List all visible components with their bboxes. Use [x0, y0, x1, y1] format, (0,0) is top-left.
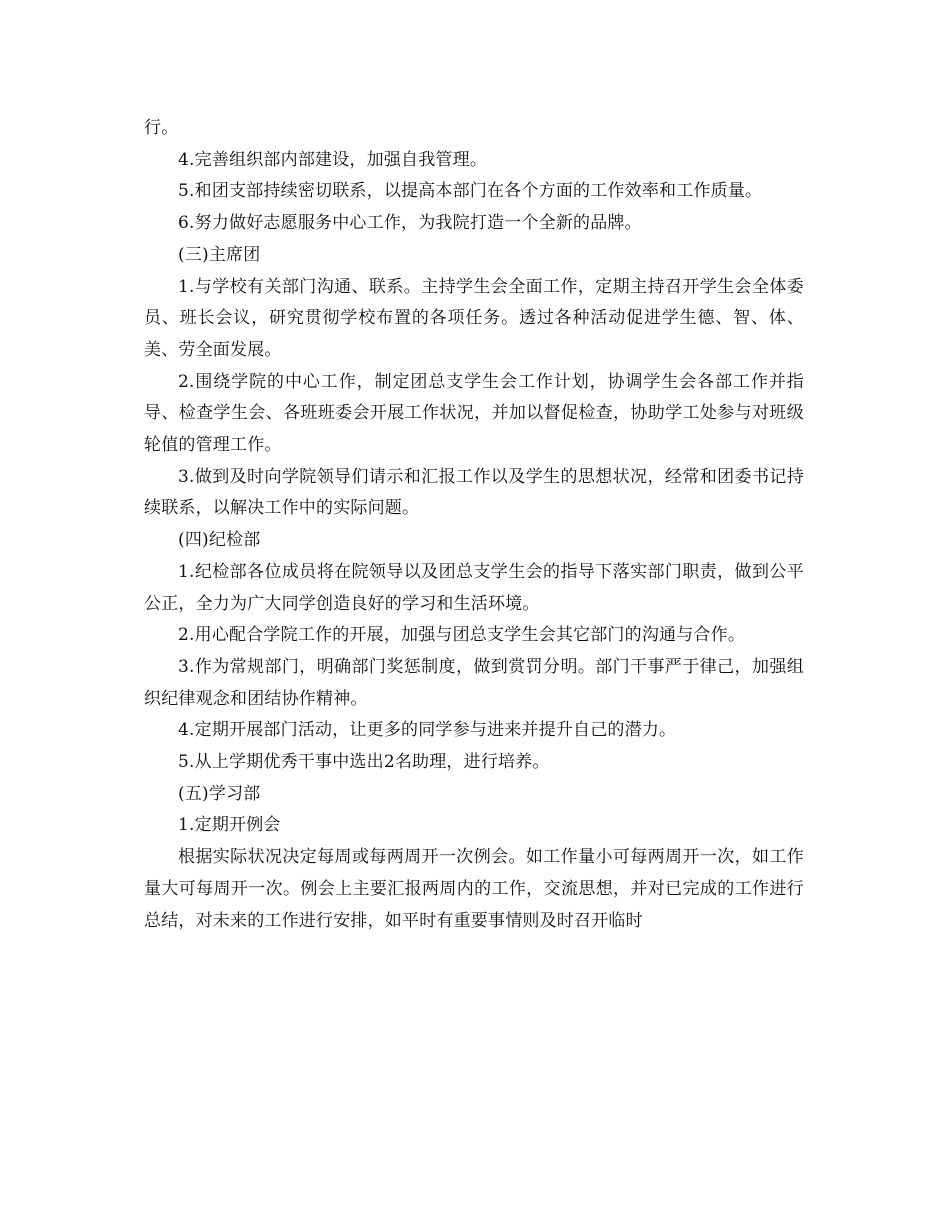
section-heading: (四)纪检部: [178, 530, 261, 551]
paragraph: 5.从上学期优秀干事中选出2名助理，进行培养。: [178, 752, 550, 773]
document-body: [144, 113, 804, 937]
paragraph: 行。: [144, 118, 179, 138]
paragraph: 6.努力做好志愿服务中心工作，为我院打造一个全新的品牌。: [178, 213, 642, 234]
paragraph: 3.做到及时向学院领导们请示和汇报工作以及学生的思想状况，经常和团委书记持续联系，以解决工作中的实际问题。: [144, 466, 804, 519]
paragraph: 4.完善组织部内部建设，加强自我管理。: [178, 149, 488, 170]
paragraph: 3.作为常规部门，明确部门奖惩制度，做到赏罚分明。部门干事严于律己，加强组织纪律观念和团结协作精神。: [144, 656, 804, 709]
paragraph: 2.围绕学院的中心工作，制定团总支学生会工作计划，协调学生会各部工作并指导、检查学生会、各班班委会开展工作状况，并加以督促检查，协助学工处参与对班级轮值的管理工作。: [144, 371, 804, 456]
paragraph: 2.用心配合学院工作的开展，加强与团总支学生会其它部门的沟通与合作。: [178, 625, 746, 646]
paragraph: 1.与学校有关部门沟通、联系。主持学生会全面工作，定期主持召开学生会全体委员、班长会议，研究贯彻学校布置的各项任务。透过各种活动促进学生德、智、体、美、劳全面发展。: [144, 276, 804, 360]
section-heading: (三)主席团: [178, 244, 261, 265]
paragraph: 5.和团支部持续密切联系，以提高本部门在各个方面的工作效率和工作质量。: [178, 181, 763, 202]
section-heading: (五)学习部: [178, 783, 261, 804]
paragraph: 4.定期开展部门活动，让更多的同学参与进来并提升自己的潜力。: [178, 720, 677, 741]
paragraph: 1.纪检部各位成员将在院领导以及团总支学生会的指导下落实部门职责，做到公平公正，全力为广大同学创造良好的学习和生活环境。: [144, 561, 804, 614]
subsection-heading: 1.定期开例会: [178, 815, 281, 836]
paragraph: 根据实际状况决定每周或每两周开一次例会。如工作量小可每两周开一次，如工作量大可每周开一次。例会上主要汇报两周内的工作，交流思想，并对已完成的工作进行总结，对未来的工作进行安排，如平时有重要事情则及时召开临时: [144, 847, 804, 931]
